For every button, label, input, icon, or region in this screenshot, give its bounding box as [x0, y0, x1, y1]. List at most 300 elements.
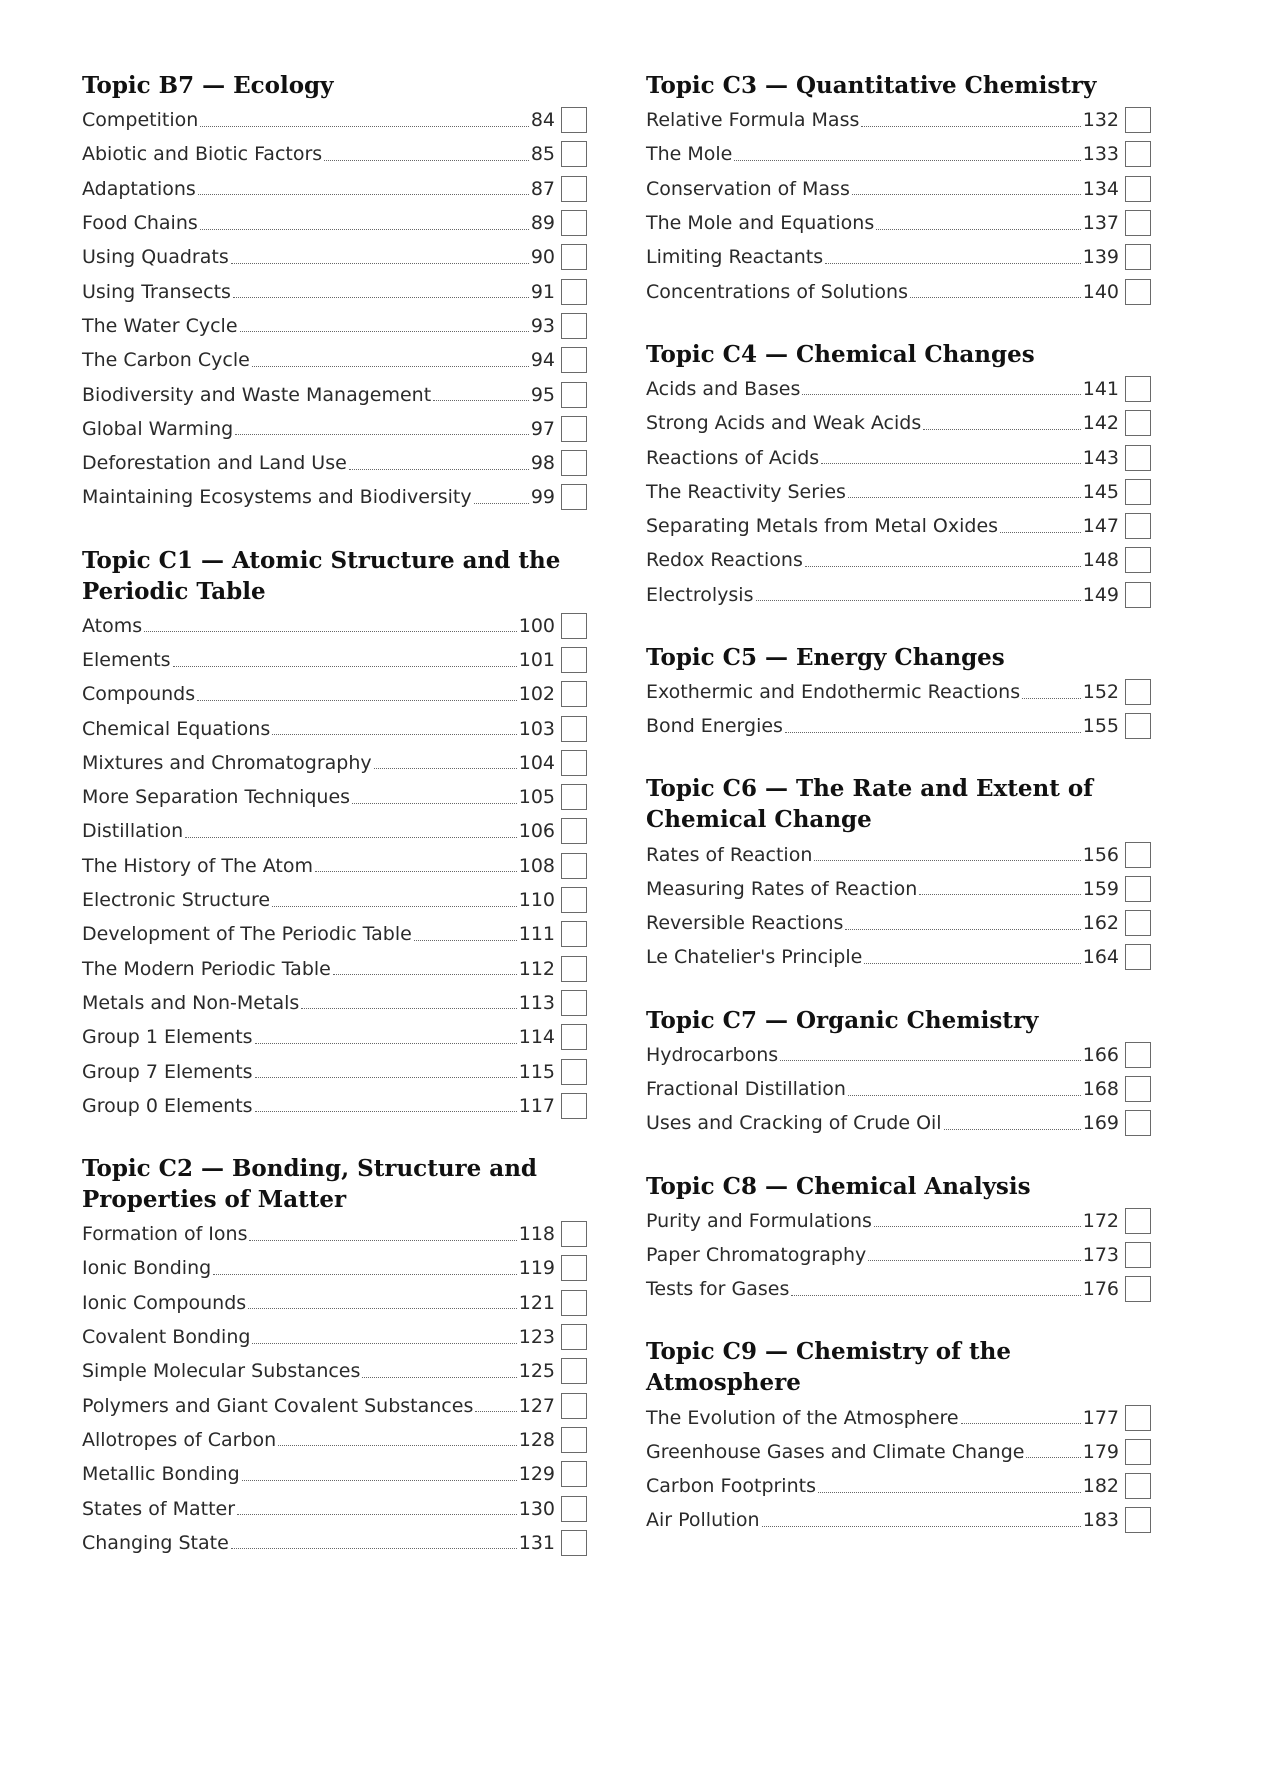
- topic-heading: Topic C9 — Chemistry of the Atmosphere: [646, 1338, 1011, 1397]
- dot-leader: [255, 1077, 517, 1078]
- page-number: 110: [518, 889, 555, 912]
- entry-title: Group 1 Elements: [82, 1026, 253, 1049]
- entry-title: Ionic Compounds: [82, 1291, 247, 1314]
- page-number: 162: [1082, 912, 1119, 935]
- contents-entry: [646, 1238, 1151, 1272]
- dot-leader: [255, 1111, 517, 1112]
- contents-entry: [646, 1038, 1151, 1072]
- left-column: [82, 70, 587, 1590]
- progress-checkbox[interactable]: [1125, 1439, 1151, 1465]
- progress-checkbox[interactable]: [1125, 479, 1151, 505]
- dot-leader: [242, 1480, 517, 1481]
- contents-entry: [646, 872, 1151, 906]
- dot-leader: [333, 974, 517, 975]
- contents-entry: [82, 480, 587, 514]
- dot-leader: [315, 871, 517, 872]
- progress-checkbox[interactable]: [1125, 842, 1151, 868]
- progress-checkbox[interactable]: [1125, 944, 1151, 970]
- progress-checkbox[interactable]: [561, 313, 587, 339]
- entry-title: Uses and Cracking of Crude Oil: [646, 1112, 942, 1135]
- entry-title: Rates of Reaction: [646, 843, 813, 866]
- dot-leader: [237, 1514, 517, 1515]
- contents-entry: [646, 1072, 1151, 1106]
- dot-leader: [255, 1043, 517, 1044]
- entry-title: Tests for Gases: [646, 1278, 790, 1301]
- progress-checkbox[interactable]: [1125, 210, 1151, 236]
- page-number: 115: [518, 1060, 555, 1083]
- progress-checkbox[interactable]: [1125, 376, 1151, 402]
- entry-title: Metallic Bonding: [82, 1463, 240, 1486]
- progress-checkbox[interactable]: [561, 1290, 587, 1316]
- dot-leader: [235, 434, 529, 435]
- page-number: 147: [1082, 515, 1119, 538]
- page-number: 173: [1082, 1243, 1119, 1266]
- progress-checkbox[interactable]: [561, 853, 587, 879]
- topic-heading: Topic C7 — Organic Chemistry: [646, 1006, 1039, 1034]
- contents-entry: [82, 1089, 587, 1123]
- dot-leader: [864, 963, 1080, 964]
- page-number: 118: [518, 1223, 555, 1246]
- page-number: 179: [1082, 1440, 1119, 1463]
- page-number: 132: [1082, 109, 1119, 132]
- entry-title: Food Chains: [82, 212, 198, 235]
- progress-checkbox[interactable]: [1125, 1076, 1151, 1102]
- page-number: 129: [518, 1463, 555, 1486]
- contents-entry: [646, 906, 1151, 940]
- page-number: 121: [518, 1291, 555, 1314]
- dot-leader: [861, 126, 1080, 127]
- entry-title: Carbon Footprints: [646, 1475, 816, 1498]
- contents-entry: [646, 103, 1151, 137]
- topic-section: [646, 1336, 1151, 1537]
- entry-title: States of Matter: [82, 1497, 236, 1520]
- page-number: 139: [1082, 246, 1119, 269]
- page-number: 102: [518, 683, 555, 706]
- page-number: 98: [530, 452, 555, 475]
- progress-checkbox[interactable]: [561, 1358, 587, 1384]
- progress-checkbox[interactable]: [561, 921, 587, 947]
- contents-entry: [646, 475, 1151, 509]
- topic-section: [646, 773, 1151, 974]
- dot-leader: [349, 469, 529, 470]
- dot-leader: [923, 429, 1080, 430]
- progress-checkbox[interactable]: [561, 1324, 587, 1350]
- page-number: 133: [1082, 143, 1119, 166]
- topic-heading: Topic B7 — Ecology: [82, 72, 334, 99]
- entry-title: Relative Formula Mass: [646, 109, 860, 132]
- progress-checkbox[interactable]: [561, 681, 587, 707]
- dot-leader: [231, 1548, 517, 1549]
- entry-title: Limiting Reactants: [646, 246, 824, 269]
- progress-checkbox[interactable]: [1125, 1276, 1151, 1302]
- contents-entry: [82, 1251, 587, 1285]
- page-number: 168: [1082, 1078, 1119, 1101]
- dot-leader: [848, 497, 1081, 498]
- contents-entry: [82, 1457, 587, 1491]
- entry-title: The Evolution of the Atmosphere: [646, 1406, 959, 1429]
- progress-checkbox[interactable]: [561, 887, 587, 913]
- entry-title: The Mole: [646, 143, 733, 166]
- entry-title: Group 7 Elements: [82, 1060, 253, 1083]
- contents-entry: [82, 1054, 587, 1088]
- page-number: 100: [518, 614, 555, 637]
- progress-checkbox[interactable]: [561, 990, 587, 1016]
- contents-entry: [646, 675, 1151, 709]
- entry-title: Changing State: [82, 1531, 229, 1554]
- progress-checkbox[interactable]: [561, 784, 587, 810]
- contents-entry: [82, 412, 587, 446]
- entry-title: The Water Cycle: [82, 314, 238, 337]
- progress-checkbox[interactable]: [1125, 910, 1151, 936]
- contents-entry: [82, 1526, 587, 1560]
- progress-checkbox[interactable]: [1125, 176, 1151, 202]
- right-column: [646, 70, 1151, 1568]
- contents-entry: [82, 883, 587, 917]
- page-number: 172: [1082, 1209, 1119, 1232]
- progress-checkbox[interactable]: [561, 716, 587, 742]
- entry-title: Separating Metals from Metal Oxides: [646, 515, 999, 538]
- dot-leader: [213, 1274, 517, 1275]
- progress-checkbox[interactable]: [1125, 582, 1151, 608]
- progress-checkbox[interactable]: [561, 347, 587, 373]
- progress-checkbox[interactable]: [561, 210, 587, 236]
- page-number: 113: [518, 991, 555, 1014]
- entry-title: Competition: [82, 109, 199, 132]
- entry-title: Compounds: [82, 683, 196, 706]
- dot-leader: [272, 906, 517, 907]
- page-number: 94: [530, 349, 555, 372]
- entry-title: Greenhouse Gases and Climate Change: [646, 1440, 1025, 1463]
- page-number: 106: [518, 820, 555, 843]
- page-number: 108: [518, 854, 555, 877]
- progress-checkbox[interactable]: [561, 613, 587, 639]
- dot-leader: [756, 600, 1081, 601]
- progress-checkbox[interactable]: [561, 244, 587, 270]
- dot-leader: [198, 194, 529, 195]
- entry-title: Polymers and Giant Covalent Substances: [82, 1394, 474, 1417]
- dot-leader: [845, 929, 1080, 930]
- page-number: 103: [518, 717, 555, 740]
- dot-leader: [249, 1240, 516, 1241]
- progress-checkbox[interactable]: [561, 956, 587, 982]
- contents-entry: [82, 377, 587, 411]
- progress-checkbox[interactable]: [561, 750, 587, 776]
- contents-entry: [82, 103, 587, 137]
- progress-checkbox[interactable]: [1125, 547, 1151, 573]
- entry-title: Covalent Bonding: [82, 1326, 251, 1349]
- dot-leader: [144, 631, 517, 632]
- entry-title: The Carbon Cycle: [82, 349, 250, 372]
- progress-checkbox[interactable]: [1125, 1042, 1151, 1068]
- page-number: 134: [1082, 177, 1119, 200]
- entry-title: The Mole and Equations: [646, 212, 875, 235]
- contents-entry: [82, 677, 587, 711]
- contents-entry: [646, 1469, 1151, 1503]
- page-number: 169: [1082, 1112, 1119, 1135]
- progress-checkbox[interactable]: [561, 176, 587, 202]
- contents-entry: [82, 1389, 587, 1423]
- topic-section: [646, 1005, 1151, 1141]
- page-number: 93: [530, 314, 555, 337]
- progress-checkbox[interactable]: [561, 1221, 587, 1247]
- dot-leader: [278, 1445, 517, 1446]
- page-number: 101: [518, 649, 555, 671]
- contents-entry: [646, 509, 1151, 543]
- page-number: 164: [1082, 946, 1119, 969]
- page-number: 156: [1082, 843, 1119, 866]
- progress-checkbox[interactable]: [1125, 1507, 1151, 1533]
- dot-leader: [200, 126, 529, 127]
- contents-entry: [646, 1435, 1151, 1469]
- dot-leader: [197, 700, 517, 701]
- contents-entry: [646, 578, 1151, 612]
- entry-title: Purity and Formulations: [646, 1209, 872, 1232]
- progress-checkbox[interactable]: [561, 141, 587, 167]
- progress-checkbox[interactable]: [561, 1393, 587, 1419]
- topic-section: [82, 545, 587, 1123]
- progress-checkbox[interactable]: [561, 1024, 587, 1050]
- dot-leader: [874, 1226, 1081, 1227]
- entry-title: The Modern Periodic Table: [82, 957, 331, 980]
- contents-entry: [82, 986, 587, 1020]
- progress-checkbox[interactable]: [1125, 1405, 1151, 1431]
- dot-leader: [818, 1492, 1081, 1493]
- page-number: 91: [530, 280, 555, 303]
- contents-entry: [82, 1217, 587, 1251]
- progress-checkbox[interactable]: [1125, 513, 1151, 539]
- progress-checkbox[interactable]: [561, 382, 587, 408]
- contents-entry: [82, 1354, 587, 1388]
- page-number: 127: [518, 1394, 555, 1417]
- page-number: 114: [518, 1026, 555, 1049]
- progress-checkbox[interactable]: [1125, 107, 1151, 133]
- contents-entry: [646, 543, 1151, 577]
- progress-checkbox[interactable]: [561, 1496, 587, 1522]
- entry-title: Allotropes of Carbon: [82, 1428, 277, 1451]
- entry-title: Development of The Periodic Table: [82, 923, 412, 946]
- dot-leader: [1026, 1457, 1080, 1458]
- contents-entry: [646, 206, 1151, 240]
- page-number: 99: [530, 486, 555, 509]
- topic-heading: Topic C2 — Bonding, Structure and Properties of Matter: [82, 1155, 538, 1214]
- entry-title: Adaptations: [82, 177, 196, 200]
- contents-entry: [646, 709, 1151, 743]
- progress-checkbox[interactable]: [561, 1059, 587, 1085]
- entry-title: Electrolysis: [646, 583, 754, 606]
- contents-entry: [82, 1320, 587, 1354]
- progress-checkbox[interactable]: [561, 1255, 587, 1281]
- entry-title: Formation of Ions: [82, 1223, 248, 1246]
- entry-title: Conservation of Mass: [646, 177, 850, 200]
- dot-leader: [814, 860, 1080, 861]
- progress-checkbox[interactable]: [561, 484, 587, 510]
- contents-entry: [646, 440, 1151, 474]
- entry-title: Bond Energies: [646, 715, 783, 738]
- page-number: 87: [530, 177, 555, 200]
- page-number: 137: [1082, 212, 1119, 235]
- entry-title: More Separation Techniques: [82, 786, 351, 809]
- progress-checkbox[interactable]: [1125, 1242, 1151, 1268]
- dot-leader: [301, 1008, 516, 1009]
- progress-checkbox[interactable]: [561, 279, 587, 305]
- contents-entry: [82, 1423, 587, 1457]
- page-number: 125: [518, 1360, 555, 1383]
- progress-checkbox[interactable]: [561, 1461, 587, 1487]
- contents-entry: [82, 814, 587, 848]
- page-number: 111: [518, 923, 555, 946]
- page-number: 128: [518, 1428, 555, 1451]
- dot-leader: [734, 160, 1080, 161]
- dot-leader: [475, 1411, 516, 1412]
- page-number: 142: [1082, 412, 1119, 435]
- progress-checkbox[interactable]: [1125, 713, 1151, 739]
- entry-title: Redox Reactions: [646, 549, 803, 572]
- progress-checkbox[interactable]: [1125, 876, 1151, 902]
- entry-title: Paper Chromatography: [646, 1243, 867, 1266]
- entry-title: Global Warming: [82, 417, 234, 440]
- page-number: 183: [1082, 1509, 1119, 1532]
- contents-entry: [646, 1204, 1151, 1238]
- page-number: 112: [518, 957, 555, 980]
- entry-title: Hydrocarbons: [646, 1043, 779, 1066]
- topic-heading: Topic C5 — Energy Changes: [646, 643, 1005, 671]
- progress-checkbox[interactable]: [1125, 279, 1151, 305]
- dot-leader: [240, 331, 529, 332]
- dot-leader: [805, 566, 1081, 567]
- dot-leader: [961, 1423, 1081, 1424]
- topic-heading: Topic C4 — Chemical Changes: [646, 340, 1035, 368]
- contents-entry: [82, 1020, 587, 1054]
- contents-entry: [646, 240, 1151, 274]
- topic-heading: Topic C1 — Atomic Structure and the Periodic Table: [82, 546, 561, 605]
- dot-leader: [852, 194, 1081, 195]
- page-number: 140: [1082, 280, 1119, 303]
- contents-entry: [82, 643, 587, 677]
- page-number: 130: [518, 1497, 555, 1520]
- contents-entry: [646, 406, 1151, 440]
- contents-entry: [82, 952, 587, 986]
- contents-entry: [82, 746, 587, 780]
- contents-entry: [646, 1400, 1151, 1434]
- progress-checkbox[interactable]: [561, 416, 587, 442]
- entry-title: Ionic Bonding: [82, 1257, 212, 1280]
- entry-title: Measuring Rates of Reaction: [646, 877, 918, 900]
- entry-title: Distillation: [82, 820, 184, 843]
- page-number: 143: [1082, 446, 1119, 469]
- progress-checkbox[interactable]: [1125, 1110, 1151, 1136]
- progress-checkbox[interactable]: [561, 1530, 587, 1556]
- progress-checkbox[interactable]: [561, 450, 587, 476]
- page-number: 117: [518, 1094, 555, 1117]
- dot-leader: [185, 837, 517, 838]
- progress-checkbox[interactable]: [561, 1427, 587, 1453]
- entry-title: The Reactivity Series: [646, 480, 846, 503]
- contents-entry: [646, 837, 1151, 871]
- contents-entry: [82, 240, 587, 274]
- entry-title: Maintaining Ecosystems and Biodiversity: [82, 486, 472, 509]
- entry-title: Le Chatelier's Principle: [646, 946, 863, 969]
- page-number: 85: [530, 143, 555, 166]
- entry-title: Strong Acids and Weak Acids: [646, 412, 922, 435]
- entry-title: Abiotic and Biotic Factors: [82, 143, 323, 166]
- dot-leader: [910, 297, 1081, 298]
- entry-title: The History of The Atom: [82, 854, 313, 877]
- page-number: 155: [1082, 715, 1119, 738]
- dot-leader: [1022, 698, 1081, 699]
- dot-leader: [231, 263, 529, 264]
- entry-title: Fractional Distillation: [646, 1078, 846, 1101]
- progress-checkbox[interactable]: [561, 818, 587, 844]
- page-number: 90: [530, 246, 555, 269]
- entry-title: Using Transects: [82, 280, 231, 303]
- contents-entry: [82, 309, 587, 343]
- dot-leader: [248, 1308, 517, 1309]
- contents-entry: [646, 1272, 1151, 1306]
- progress-checkbox[interactable]: [1125, 1473, 1151, 1499]
- entry-title: Elements: [82, 649, 171, 671]
- progress-checkbox[interactable]: [1125, 679, 1151, 705]
- dot-leader: [374, 768, 517, 769]
- progress-checkbox[interactable]: [1125, 141, 1151, 167]
- progress-checkbox[interactable]: [1125, 445, 1151, 471]
- topic-section: [646, 1171, 1151, 1307]
- progress-checkbox[interactable]: [1125, 1208, 1151, 1234]
- page-number: 89: [530, 212, 555, 235]
- dot-leader: [848, 1095, 1081, 1096]
- contents-entry: [82, 274, 587, 308]
- page-number: 166: [1082, 1043, 1119, 1066]
- topic-section: [82, 70, 587, 515]
- dot-leader: [825, 263, 1081, 264]
- progress-checkbox[interactable]: [561, 1093, 587, 1119]
- progress-checkbox[interactable]: [561, 107, 587, 133]
- contents-entry: [82, 137, 587, 171]
- page-number: 97: [530, 417, 555, 440]
- page-number: 176: [1082, 1278, 1119, 1301]
- dot-leader: [802, 394, 1080, 395]
- page-number: 141: [1082, 377, 1119, 400]
- dot-leader: [362, 1377, 516, 1378]
- dot-leader: [791, 1295, 1080, 1296]
- progress-checkbox[interactable]: [1125, 244, 1151, 270]
- page-number: 177: [1082, 1406, 1119, 1429]
- page-number: 145: [1082, 480, 1119, 503]
- progress-checkbox[interactable]: [1125, 410, 1151, 436]
- page-number: 148: [1082, 549, 1119, 572]
- contents-entry: [82, 1286, 587, 1320]
- progress-checkbox[interactable]: [561, 647, 587, 673]
- page-number: 131: [518, 1531, 555, 1554]
- dot-leader: [780, 1060, 1081, 1061]
- contents-entry: [82, 446, 587, 480]
- topic-heading: Topic C8 — Chemical Analysis: [646, 1172, 1031, 1200]
- contents-entry: [646, 1106, 1151, 1140]
- dot-leader: [919, 894, 1080, 895]
- dot-leader: [762, 1526, 1081, 1527]
- page-number: 105: [518, 786, 555, 809]
- dot-leader: [252, 366, 529, 367]
- contents-entry: [646, 137, 1151, 171]
- contents-entry: [646, 372, 1151, 406]
- dot-leader: [876, 229, 1081, 230]
- dot-leader: [352, 803, 517, 804]
- entry-title: Electronic Structure: [82, 889, 271, 912]
- entry-title: Mixtures and Chromatography: [82, 751, 372, 774]
- entry-title: Metals and Non-Metals: [82, 991, 300, 1014]
- contents-entry: [646, 172, 1151, 206]
- page-number: 104: [518, 751, 555, 774]
- entry-title: Biodiversity and Waste Management: [82, 383, 432, 406]
